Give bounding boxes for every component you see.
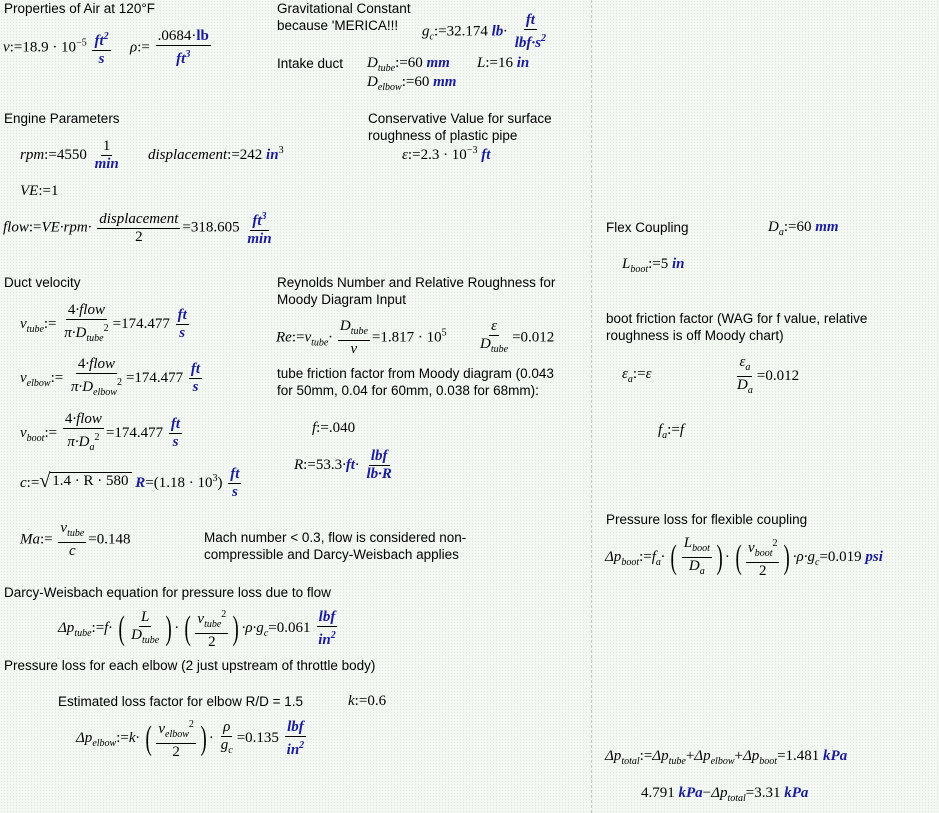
section-duct-velocity: Duct velocity xyxy=(4,275,81,290)
section-air-props: Properties of Air at 120°F xyxy=(4,1,155,16)
section-elbow-loss: Pressure loss for each elbow (2 just upstream of throttle body) xyxy=(4,658,376,673)
eq-d-tube[interactable]: $D_{tube}:=60$ mm xyxy=(367,55,450,74)
eq-dp-elbow[interactable]: $\Delta p_{elbow}:=k\cdot$ ( $\frac{v_{elbow}^2}{2}$ ) · $\frac{\rho}{g_c}$ =0.135 $\frac{\text{lbf}}{in^2}$ xyxy=(76,716,308,761)
eq-flow[interactable]: flow:=VE·rpm· $\frac{\text{displacement}}{2}$ =318.605 $\frac{ft^3}{\min}$ xyxy=(3,208,276,248)
eq-dp-tube[interactable]: $\Delta p_{tube}:=f\cdot$ ( $\frac{L}{D_{tube}}$ ) · ( $\frac{v_{tube}^2}{2}$ ) $\cdot\rho\cdot g_c=0.061$ $\frac{\text{lbf}}{in^2}$ xyxy=(58,606,340,651)
eq-c[interactable]: c:= √ 1.4 · R · 580 $R=(1.18 \cdot 10^3)$ $\frac{ft}{s}$ xyxy=(20,466,240,500)
eq-gc[interactable]: $g_c:=32.174$ lb· $\frac{ft}{lbf\cdot s^2}$ xyxy=(422,12,547,51)
section-boot-friction: boot friction factor (WAG for f value, relative roughness is off Moody chart) xyxy=(606,311,868,343)
section-reynolds: Reynolds Number and Relative Roughness for Moody Diagram Input xyxy=(277,275,556,307)
eq-ve[interactable]: VE:=1 xyxy=(20,183,59,199)
eq-L[interactable]: L:=16 in xyxy=(477,55,530,71)
section-flex-loss: Pressure loss for flexible coupling xyxy=(606,512,808,527)
eq-R[interactable]: R:=53.3·ft· $\frac{\text{lbf}}{lb\cdot R}$ xyxy=(294,448,392,482)
eq-dp-boot[interactable]: $\Delta p_{boot}:=f_a\cdot$ ( $\frac{L_{boot}}{D_a}$ ) · ( $\frac{v_{boot}^2}{2}$ ) $\cdot\rho\cdot g_c=0.019$ psi xyxy=(605,535,883,579)
section-darcy: Darcy-Weisbach equation for pressure loss due to flow xyxy=(4,585,331,600)
eq-fa[interactable]: $f_a:=f$ xyxy=(658,422,684,441)
section-grav: Gravitational Constant because 'MERICA!!! xyxy=(277,1,411,33)
eq-ma[interactable]: Ma:= $\frac{v_{tube}}{c}$ =0.148 xyxy=(20,520,131,559)
eq-v-elbow[interactable]: $v_{elbow}:=$ $\frac{\text{4·flow}}{\pi\cdot D_{elbow}^2}$ =174.477 $\frac{ft}{s}$ xyxy=(20,356,201,398)
section-intake: Intake duct xyxy=(277,56,344,71)
eq-nu[interactable]: ν:=18.9 · $10^{-5}$ $\frac{ft^2}{s}$ xyxy=(3,28,113,68)
mach-note: Mach number < 0.3, flow is considered non-compressible and Darcy-Weisbach applies xyxy=(204,530,467,562)
eq-dp-total[interactable]: $\Delta p_{total}:=\Delta p_{tube}+\Delta p_{elbow}+\Delta p_{boot}=1.481$ kPa xyxy=(605,748,848,767)
eq-d-elbow[interactable]: $D_{elbow}:=60$ mm xyxy=(367,74,457,93)
eq-v-boot[interactable]: $v_{boot}:=$ $\frac{\text{4·flow}}{\pi\cdot D_a^2}$ =174.477 $\frac{ft}{s}$ xyxy=(20,411,181,453)
eq-displacement[interactable]: displacement:=242 $in^3$ xyxy=(148,145,284,163)
section-flex: Flex Coupling xyxy=(606,220,689,235)
section-tube-friction: tube friction factor from Moody diagram (0.043 for 50mm, 0.04 for 60mm, 0.038 for 68mm): xyxy=(277,366,554,398)
eq-v-tube[interactable]: $v_{tube}:=$ $\frac{\text{4·flow}}{\pi\cdot D_{tube}^2}$ =174.477 $\frac{ft}{s}$ xyxy=(20,302,187,344)
eq-eps-a[interactable]: $\varepsilon_a:=\varepsilon$ xyxy=(622,366,652,385)
eq-re[interactable]: $Re:=v_{tube}\cdot$ $\frac{D_{tube}}{\nu}$ $=1.817 \cdot 10^5$ xyxy=(276,318,447,357)
eq-rpm[interactable]: rpm:=4550 $\frac{1}{\min}$ xyxy=(20,138,119,172)
elbow-factor-label: Estimated loss factor for elbow R/D = 1.5 xyxy=(58,694,303,709)
section-engine: Engine Parameters xyxy=(4,111,120,126)
page-divider xyxy=(591,0,592,813)
eq-da[interactable]: $D_a:=60$ mm xyxy=(768,219,839,238)
eq-rho[interactable]: ρ:= $\frac{.0684\cdot lb}{ft^3}$ xyxy=(130,28,209,67)
eq-rel-rough[interactable]: $\frac{\varepsilon}{D_{tube}}$ =0.012 xyxy=(480,318,555,355)
eq-k[interactable]: k:=0.6 xyxy=(348,693,387,709)
eq-eps-a-ratio[interactable]: $\frac{\varepsilon_a}{D_a}$ =0.012 xyxy=(737,354,800,396)
eq-f[interactable]: f:=.040 xyxy=(312,420,356,436)
eq-eps[interactable]: ε:=2.3 · $10^{-3}$ ft xyxy=(402,145,491,163)
eq-lboot[interactable]: $L_{boot}:=5$ in xyxy=(622,256,685,275)
eq-remaining[interactable]: 4.791 $kPa-\Delta p_{total}=3.31$ kPa xyxy=(641,785,809,804)
section-roughness: Conservative Value for surface roughness of plastic pipe xyxy=(368,111,552,143)
